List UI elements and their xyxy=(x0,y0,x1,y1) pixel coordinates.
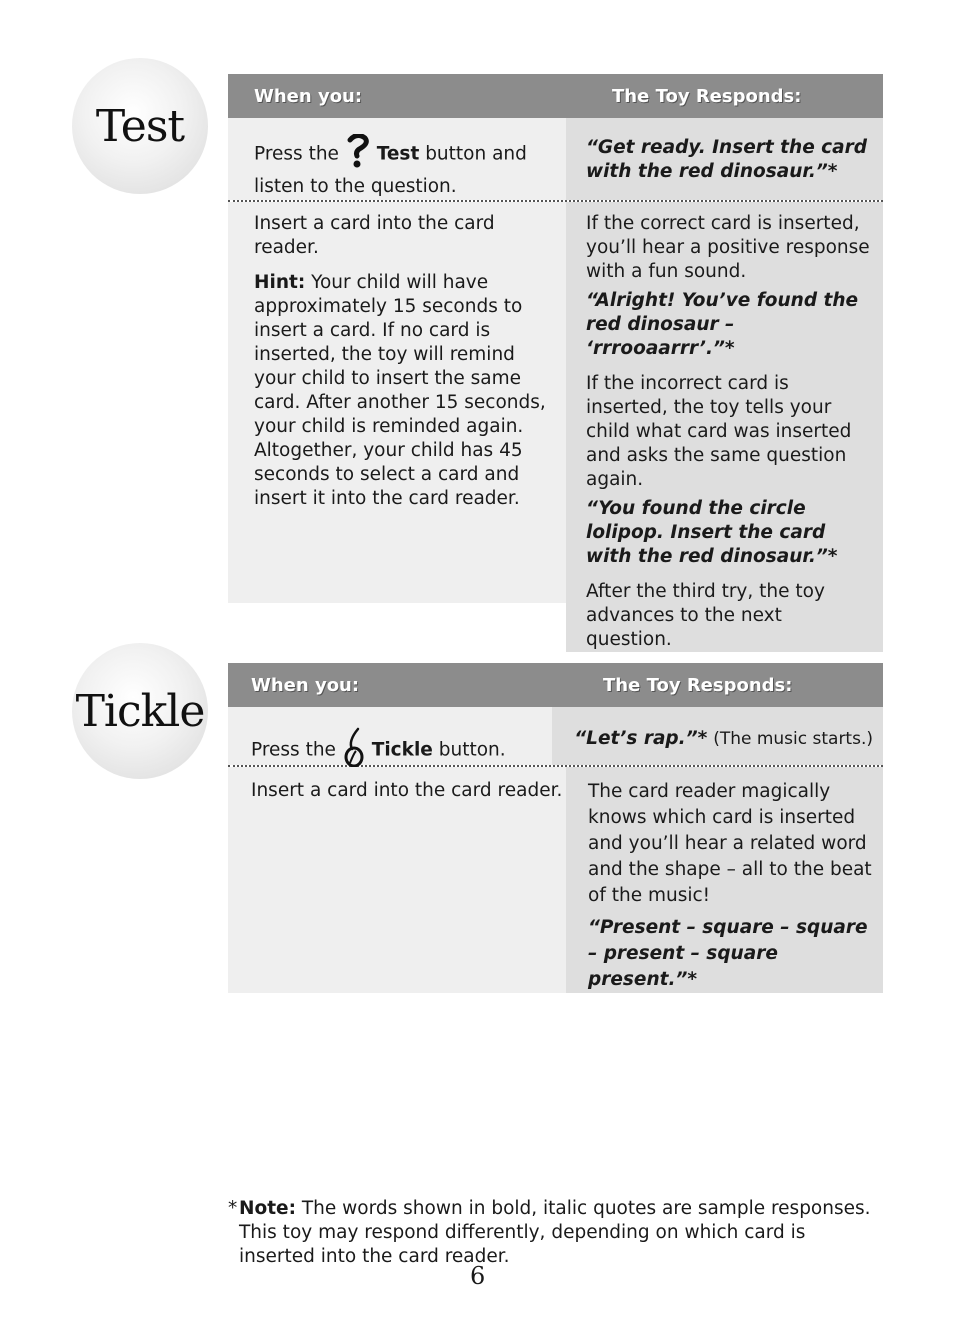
test-row2-incorrect-quote: “You found the circle lolipop. Insert the card with the red dinosaur.”* xyxy=(586,498,838,567)
tickle-header-toy-responds: The Toy Responds: xyxy=(603,674,793,696)
test-badge-title: Test xyxy=(95,100,185,152)
test-row-press-button xyxy=(228,118,883,202)
test-row2-response xyxy=(566,202,883,652)
tickle-row-insert-card xyxy=(228,767,883,993)
footnote-label: Note: xyxy=(239,1198,296,1219)
test-row1-pre: Press the xyxy=(254,143,339,165)
test-table-header xyxy=(228,74,883,118)
tickle-table xyxy=(228,663,883,993)
footnote xyxy=(228,1197,878,1269)
footnote-text: The words shown in bold, italic quotes are sample responses. This toy may respond differently, depending on which card is inserted into the card reader. xyxy=(239,1198,871,1267)
tickle-row2-response xyxy=(566,767,883,993)
tickle-row1-post: button. xyxy=(438,739,506,761)
tickle-row2-action xyxy=(228,767,566,993)
test-row2-correct-text: If the correct card is inserted, you’ll hear a positive response with a fun sound. xyxy=(586,213,870,282)
tickle-badge xyxy=(72,643,208,779)
page-number: 6 xyxy=(470,1262,486,1290)
test-header-toy-responds: The Toy Responds: xyxy=(612,85,802,107)
test-badge xyxy=(72,58,208,194)
tickle-row2-main: Insert a card into the card reader. xyxy=(251,780,563,801)
test-row1-quote: “Get ready. Insert the card with the red dinosaur.”* xyxy=(586,137,867,182)
test-row1-post: button and listen to the question. xyxy=(254,143,527,197)
test-row2-incorrect-text: If the incorrect card is inserted, the toy tells your child what card was inserted and asks the same question again. xyxy=(586,373,852,490)
tickle-row1-pre: Press the xyxy=(251,739,336,761)
test-row2-third-try: After the third try, the toy advances to the next question. xyxy=(586,581,825,650)
tickle-row1-quote: “Let’s rap.”* xyxy=(574,728,708,749)
tickle-row-press-button xyxy=(228,707,883,767)
test-row2-correct-quote: “Alright! You’ve found the red dinosaur – ‘rrrooaarrr’.”* xyxy=(586,290,859,359)
test-button-label: Test xyxy=(376,143,420,165)
tickle-row2-text: The card reader magically knows which card is inserted and you’ll hear a related word and the shape – all to the beat of the music! xyxy=(588,781,872,906)
footnote-asterisk: * xyxy=(228,1198,238,1219)
test-row1-response xyxy=(566,118,883,200)
tickle-row2-quote: “Present – square – square – present – square present.”* xyxy=(588,917,868,990)
tickle-button-label: Tickle xyxy=(371,739,433,761)
tickle-row1-paren: (The music starts.) xyxy=(713,729,873,749)
tickle-header-when-you: When you: xyxy=(251,674,360,696)
tickle-table-header xyxy=(228,663,883,707)
test-row2-main: Insert a card into the card reader. xyxy=(254,213,495,258)
hint-text: Your child will have approximately 15 seconds to insert a card. If no card is inserted, the toy will remind your child to insert the same card. After another 15 seconds, your child is reminded again. Altogether, your child has 45 seconds to select a card and insert it into the card reader. xyxy=(254,272,546,509)
test-row1-action xyxy=(228,118,566,200)
tickle-badge-title: Tickle xyxy=(75,685,205,737)
test-row2-action xyxy=(228,202,566,603)
tickle-row1-action xyxy=(228,707,552,765)
test-header-when-you: When you: xyxy=(254,85,363,107)
tickle-row1-response xyxy=(552,707,883,765)
hint-label: Hint: xyxy=(254,272,306,293)
test-row-insert-card xyxy=(228,202,883,652)
test-table xyxy=(228,74,883,652)
question-mark-icon xyxy=(345,134,371,175)
